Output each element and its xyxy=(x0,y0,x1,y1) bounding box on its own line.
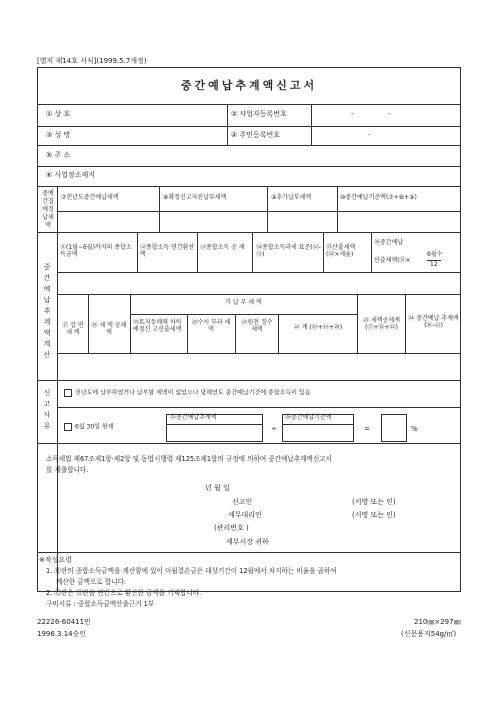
reason-1-checkbox[interactable] xyxy=(64,389,72,397)
interim-computed-tax-label: ⑯중간예납 xyxy=(374,239,404,246)
note-3: 구비서류 : 중합소득금액산출근거 1부 xyxy=(46,600,155,608)
percent-sign: % xyxy=(411,425,418,433)
total-credit-label: ㉓ 세액공제계 (⑰+⑱+㉒) xyxy=(363,317,400,331)
approval-date: 1996.3.14승인 xyxy=(37,630,87,638)
occasional-tax-label: ⑳수시 부과 세액 xyxy=(191,319,231,333)
additional-tax-label: ⑨추가납부세액 xyxy=(271,194,312,201)
reason-option-2[interactable] xyxy=(64,423,113,431)
tax-base-label: ⑭종합소득과세 표준(⑫-⑬) xyxy=(256,244,321,258)
reason-option-1[interactable] xyxy=(64,389,311,397)
income-deduction-label: ⑬종합소득 공 제 xyxy=(200,244,245,251)
withholding-tax-label: ㉑원천 징수 세액 xyxy=(241,319,273,333)
resident-no-dash: - xyxy=(368,131,371,139)
confirmed-return-tax-label: ⑧확정신고자진납부세액 xyxy=(163,194,227,201)
business-reg-no-dash: - xyxy=(351,110,354,118)
tax-agent-label: 세무대리인 xyxy=(228,511,262,519)
notes-title: ※작성요령 xyxy=(39,556,72,564)
note-2: 2. ⑫란은 ⑪란을 연간으로 환산한 금액을 기재합니다. xyxy=(46,589,202,597)
note-1b: 계산한 금액으로 합니다. xyxy=(56,578,126,586)
paper-size: 210㎜×297㎜ xyxy=(414,618,461,626)
paper-type: (신문용지54g/㎡) xyxy=(401,630,457,638)
interim-estimate-label: ㉔ 중간예납 추계액 (⑯-㉓) xyxy=(408,315,459,329)
name-label: ③ 성 명 xyxy=(46,131,71,139)
addressee: 세무서장 귀하 xyxy=(226,538,269,546)
reason-2-checkbox[interactable] xyxy=(64,423,72,431)
trade-name-label: ① 상 호 xyxy=(46,110,71,118)
annualized-income-label: ⑫종합소득 연간환산액 xyxy=(140,244,195,258)
reason-1-label: 전년도에 납부하였거나 납부할 세액이 없었으나 당해연도 중간예납기간에 종합소득이 있음 xyxy=(75,389,311,397)
prepaid-tax-header: 기 납 부 세 액 xyxy=(225,299,262,306)
tax-agent-sign[interactable]: (서명 또는 인) xyxy=(352,511,396,519)
business-reg-no-dash2: - xyxy=(388,110,391,118)
section1-label: 중예간결예정납세액 xyxy=(42,190,54,229)
months-denominator: 12 xyxy=(430,261,438,268)
management-number: (관리번호 ) xyxy=(214,524,249,532)
months-numerator: 6월수 xyxy=(427,251,443,258)
interim-estimate-ratio-b: ㉖중간예납기준액 xyxy=(285,414,332,421)
declaration-text-2: 를 제출합니다. xyxy=(46,466,89,474)
interim-computed-tax-formula: 산출세액(⑮× xyxy=(374,257,411,264)
equals-sign: = xyxy=(364,425,370,433)
declaration-date: 년 월 일 xyxy=(205,484,230,492)
interim-base-amount-label: ⑩중간예납기준액(⑦+⑧+⑨) xyxy=(340,194,417,201)
form-code: 22226-60411민 xyxy=(37,618,91,626)
prev-interim-tax-label: ⑦전년도중간예납세액 xyxy=(61,194,119,201)
interim-estimate-ratio-a: ㉕중간예납추계액 xyxy=(170,414,217,421)
business-reg-no-label: ② 사업자등록번호 xyxy=(231,110,287,118)
paid-subtotal-label: ㉒ 계 (⑱+⑲+⑳) xyxy=(293,324,343,331)
reporter-sign[interactable]: (서명 또는 인) xyxy=(352,498,396,506)
ratio-result-box[interactable] xyxy=(381,414,407,442)
tax-credit-label: ⑱ 세 액 공제액 xyxy=(91,322,127,336)
divide-sign: ÷ xyxy=(271,425,277,433)
address-label: ⑤ 주 소 xyxy=(46,151,71,159)
declaration-text-1: 소득세법 제67조제1항·제2항 및 동법시행령 제125조제1항의 규정에 의하여 중간예납추계액신고서 xyxy=(46,455,333,463)
income-jan-jun-label: ⑪(1월~6월)까지의 종합소득금액 xyxy=(60,244,132,258)
section2-label: 중간예납추계액계산 xyxy=(43,263,51,359)
reduction-tax-label: ⑰ 감 면 세 액 xyxy=(62,322,84,336)
reporter-label: 신고인 xyxy=(232,498,253,506)
business-location-label: ⑥ 사업장소재지 xyxy=(46,171,96,179)
section3-label: 신고사유 xyxy=(43,389,51,430)
form-number: [별지 제14호 서식](1999.5.7개정) xyxy=(37,57,147,65)
resident-no-label: ④ 주민등록번호 xyxy=(231,131,281,139)
note-1a: 1. ⑪란의 종합소득금액을 계산함에 있어 이월결손금은 대상기간이 12월에서 차지하는 비율을 곱하여 xyxy=(46,567,337,575)
form-title: 중간예납추계액신고서 xyxy=(180,79,318,92)
reason-2-label: 6월 30일 현재 xyxy=(75,423,114,431)
land-sale-tax-label: ⑲토지등매매 차익예정신 고산출세액 xyxy=(133,319,182,333)
computed-tax-label: ⑮산출세액 (⑭×세율) xyxy=(326,244,356,258)
